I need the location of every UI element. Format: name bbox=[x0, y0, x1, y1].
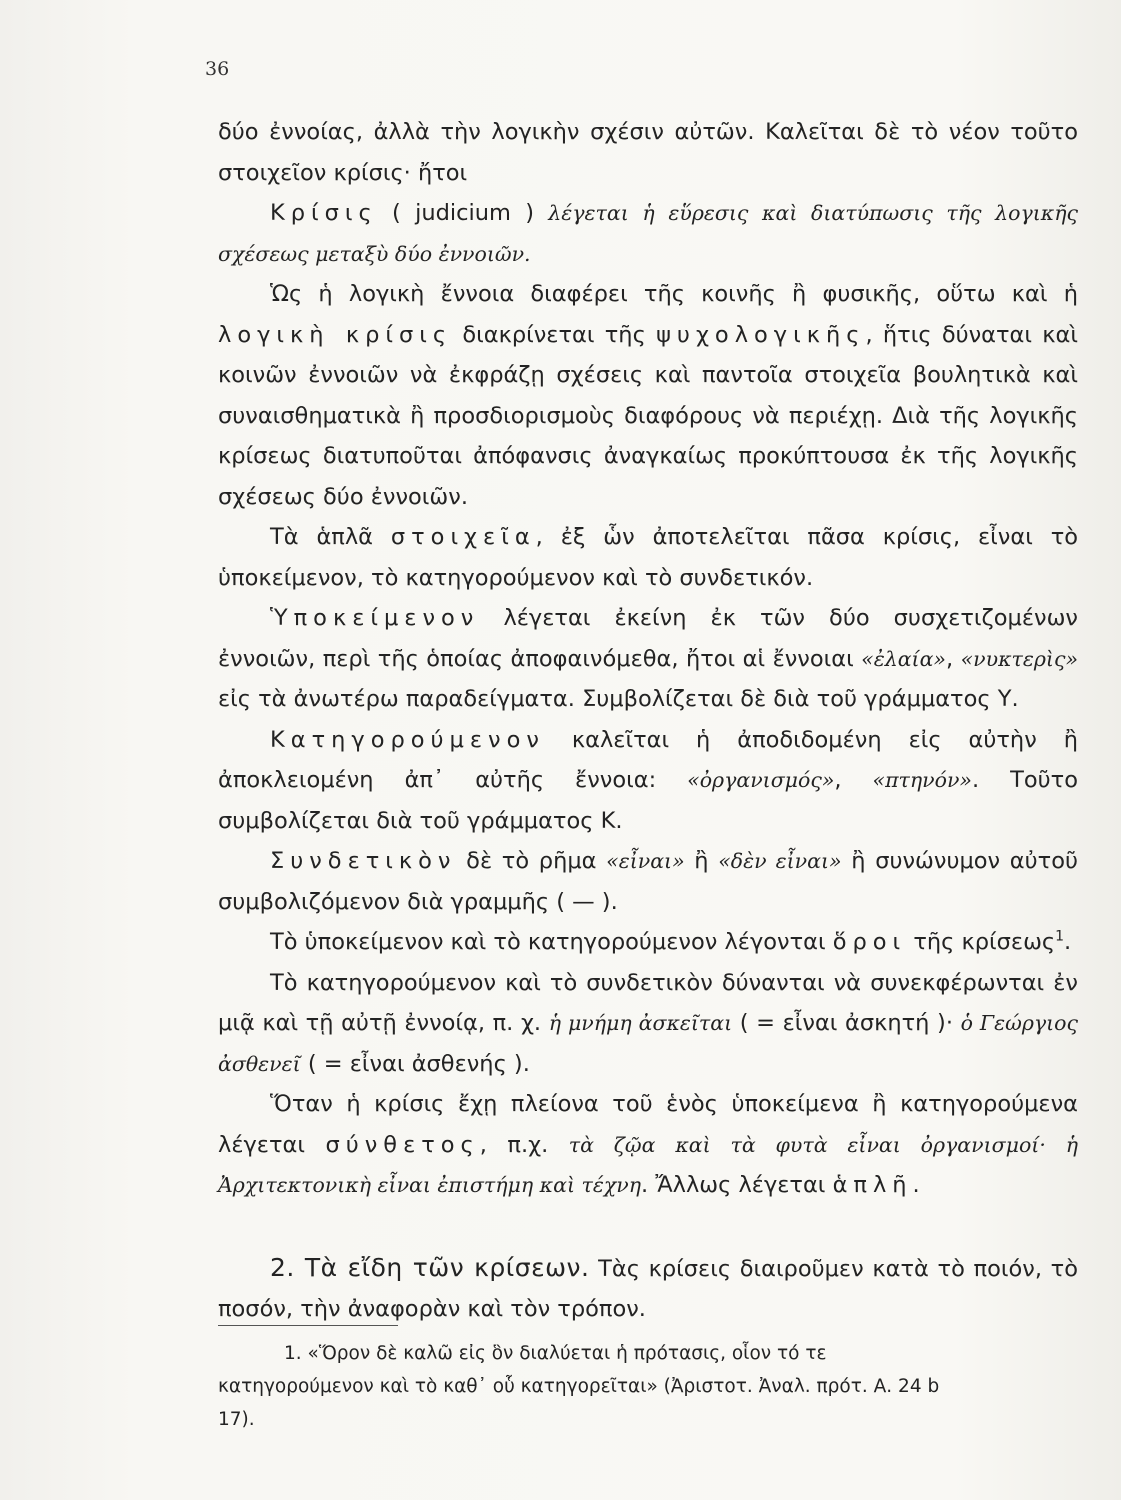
paragraph-7 bbox=[218, 841, 1078, 922]
paragraph-10-text-b: , π.χ. bbox=[479, 1131, 569, 1158]
footnote-1: 1. «Ὅρον δὲ καλῶ εἰς ὃν διαλύεται ἡ πρότασις, οἷον τό τε κατηγορούμενον καὶ τὸ καθ᾽ οὗ κατηγορεῖται» (Ἀριστοτ. Ἀναλ. πρότ. Α. 24 b 17). bbox=[218, 1343, 940, 1430]
term-psychologikis: ψυχολογικῆς bbox=[656, 321, 866, 348]
paragraph-1-text: δύο ἐννοίας, ἀλλὰ τὴν λογικὴν σχέσιν αὐτῶν. Καλεῖται δὲ τὸ νέον τοῦτο στοιχεῖον κρίσις· ἤτοι bbox=[218, 119, 1078, 186]
example-mnimi: ἡ μνήμη ἀσκεῖται bbox=[548, 1011, 733, 1035]
term-stoicheia: στοιχεῖα bbox=[390, 524, 536, 550]
paragraph-6-text-b: . Τοῦτο συμβολίζεται διὰ τοῦ γράμματος Κ. bbox=[218, 767, 1078, 834]
example-einai: «εἶναι» bbox=[606, 849, 685, 873]
example-georgios: ὁ Γεώργιος ἀσθενεῖ bbox=[218, 1011, 1078, 1076]
paragraph-5-text-a: λέγεται ἐκείνη ἐκ τῶν δύο συσχετιζομένων ἐννοιῶν, περὶ τῆς ὁποίας ἀποφαινόμεθα, ἤτοι αἱ ἔννοιαι bbox=[218, 605, 1078, 672]
paragraph-10-text-c: . Ἄλλως λέγεται bbox=[641, 1172, 833, 1198]
paragraph-3-text-b: διακρίνεται τῆς bbox=[452, 321, 657, 348]
paragraph-9 bbox=[218, 963, 1078, 1085]
paragraph-5-text-b: εἰς τὰ ἀνωτέρω παραδείγματα. Συμβολίζεται δὲ διὰ τοῦ γράμματος Υ. bbox=[218, 686, 1019, 712]
section-heading: 2. Τὰ εἴδη τῶν κρίσεων. bbox=[270, 1252, 590, 1282]
footnote-marker: 1 bbox=[1055, 928, 1065, 945]
paragraph-3-text-c: , ἥτις δύναται καὶ κοινῶν ἐννοιῶν νὰ ἐκφράζῃ σχέσεις καὶ παντοῖα στοιχεῖα βουλητικὰ καὶ συναισθηματικὰ ἢ προσδιορισμοὺς διαφόρους νὰ περιέχῃ. Διὰ τῆς λογικῆς κρίσεως διατυποῦται ἀπόφανσις ἀναγκαίως προκύπτουσα ἐκ τῆς λογικῆς σχέσεως δύο ἐννοιῶν. bbox=[218, 321, 1079, 510]
term-krisis: Κρίσις bbox=[270, 200, 378, 226]
paragraph-7-text-b: ἢ bbox=[684, 848, 719, 874]
term-synthetos: σύνθετος bbox=[325, 1131, 480, 1158]
paragraph-6-text-a: καλεῖται ἡ ἀποδιδομένη εἰς αὐτὴν ἢ ἀποκλειομένη ἀπ᾽ αὐτῆς ἔννοια: bbox=[218, 726, 1078, 793]
paragraph-8-text-b: τῆς κρίσεως bbox=[906, 929, 1056, 955]
paragraph-8 bbox=[218, 922, 1078, 963]
paragraph-1 bbox=[218, 112, 1078, 193]
paragraph-5-comma: , bbox=[945, 645, 961, 672]
example-organismos: «ὀργανισμός» bbox=[687, 768, 835, 792]
paragraph-6 bbox=[218, 720, 1078, 842]
term-apli: ἁπλῆ bbox=[832, 1172, 913, 1198]
example-nykteris: «νυκτερὶς» bbox=[960, 646, 1078, 671]
paragraph-6-comma: , bbox=[834, 767, 873, 793]
example-zoa-fyta: τὰ ζῷα καὶ τὰ φυτὰ εἶναι ὀργανισμοί· ἡ Ἀρχιτεκτονικὴ εἶναι ἐπιστήμη καὶ τέχνη bbox=[218, 1132, 1078, 1197]
term-ypokeimenon: Ὑποκείμενον bbox=[270, 605, 480, 631]
term-syndetikon: Συνδετικὸν bbox=[270, 848, 457, 874]
paragraph-3 bbox=[218, 274, 1078, 517]
definition-italic: λέγεται ἡ εὕρεσις καὶ διατύπωσις τῆς λογικῆς σχέσεως μεταξὺ δύο ἐννοιῶν. bbox=[218, 201, 1078, 266]
paragraph-4-text-a: Τὰ ἁπλᾶ bbox=[270, 524, 391, 550]
paragraph-8-period: . bbox=[1064, 929, 1072, 955]
body-text bbox=[218, 112, 1078, 1330]
example-ptinon: «πτηνόν» bbox=[872, 768, 972, 792]
paragraph-10-text-a: Ὅταν ἡ κρίσις ἔχῃ πλείονα τοῦ ἑνὸς ὑποκείμενα ἢ κατηγορούμενα λέγεται bbox=[218, 1091, 1078, 1158]
paragraph-9-text-b: ( = εἶναι ἀσκητή )· bbox=[732, 1010, 961, 1036]
paragraph-7-text-a: δὲ τὸ ρῆμα bbox=[456, 848, 607, 874]
paragraph-7-text-c: ἢ συνώνυμον αὐτοῦ συμβολιζόμενον διὰ γραμμῆς ( — ). bbox=[218, 848, 1078, 915]
paragraph-8-text-a: Τὸ ὑποκείμενον καὶ τὸ κατηγορούμενον λέγονται bbox=[270, 929, 833, 955]
paragraph-3-text-a: Ὡς ἡ λογικὴ ἔννοια διαφέρει τῆς κοινῆς ἢ φυσικῆς, οὕτω καὶ ἡ bbox=[270, 281, 1078, 307]
paragraph-11-text: Τὰς κρίσεις διαιροῦμεν κατὰ τὸ ποιόν, τὸ ποσόν, τὴν ἀναφορὰν καὶ τὸν τρόπον. bbox=[218, 1255, 1078, 1322]
latin-term: ( judicium ) bbox=[377, 200, 549, 226]
example-elaia: «ἐλαία» bbox=[861, 646, 946, 671]
paragraph-4 bbox=[218, 517, 1078, 598]
page-number: 36 bbox=[205, 58, 230, 80]
paragraph-9-text-c: ( = εἶναι ἀσθενής ). bbox=[300, 1050, 530, 1077]
paragraph-10 bbox=[218, 1084, 1078, 1206]
paragraph-4-text-b: , ἐξ ὧν ἀποτελεῖται πᾶσα κρίσις, εἶναι τὸ ὑποκείμενον, τὸ κατηγορούμενον καὶ τὸ συνδετικόν. bbox=[218, 524, 1079, 591]
example-den-einai: «δὲν εἶναι» bbox=[718, 849, 842, 873]
term-oroi: ὅροι bbox=[832, 929, 907, 955]
footnotes bbox=[218, 1337, 978, 1436]
paragraph-5 bbox=[218, 598, 1078, 720]
paragraph-2-definition bbox=[218, 193, 1078, 274]
paragraph-11-section bbox=[218, 1248, 1078, 1330]
paragraph-10-period: . bbox=[912, 1172, 920, 1198]
paragraph-9-text-a: Τὸ κατηγορούμενον καὶ τὸ συνδετικὸν δύνανται νὰ συνεκφέρωνται ἐν μιᾷ καὶ τῇ αὐτῇ ἐννοίᾳ, π. χ. bbox=[218, 969, 1078, 1036]
footnote-divider bbox=[218, 1325, 398, 1326]
term-katigoroumenon: Κατηγορούμενον bbox=[270, 726, 545, 753]
term-logiki-krisis: λογικὴ κρίσις bbox=[218, 321, 453, 348]
